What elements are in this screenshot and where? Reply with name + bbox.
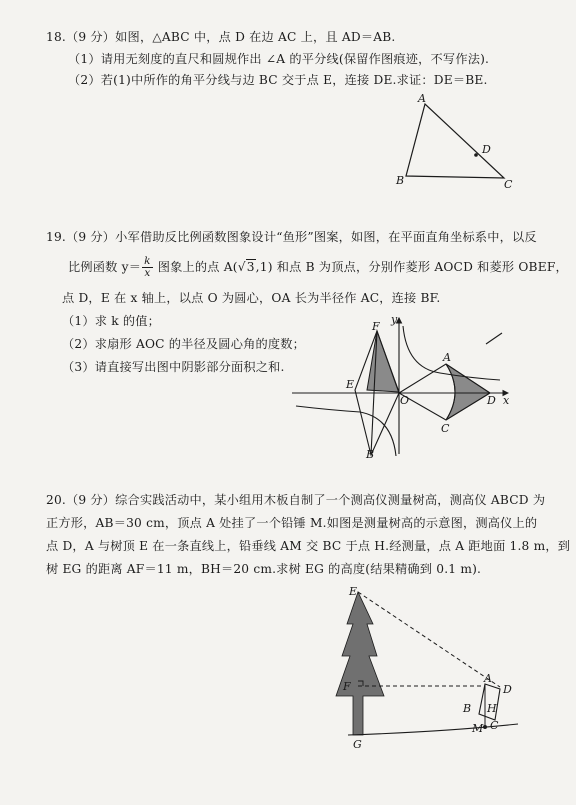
label-e: E bbox=[349, 585, 358, 598]
q20-line-3: 点 D，A 与树顶 E 在一条直线上，铅垂线 AM 交 BC 于点 H.经测量，点 A 距地面 1.8 m，到 bbox=[46, 539, 571, 553]
label-y: y bbox=[391, 313, 398, 326]
label-b: B bbox=[396, 174, 405, 187]
label-a: A bbox=[418, 92, 426, 105]
label-x: x bbox=[503, 394, 510, 407]
q20-line-1: 20.（9 分）综合实践活动中，某小组用木板自制了一个测高仪测量树高，测高仪 ABCD 为 bbox=[46, 493, 546, 507]
q19-line-2-post: ,1) 和点 B 为顶点，分别作菱形 AOCD 和菱形 OBEF， bbox=[255, 260, 568, 274]
label-c: C bbox=[490, 719, 499, 732]
label-a: A bbox=[484, 672, 492, 685]
q19-line-1: 19.（9 分）小军借助反比例函数图象设计“鱼形”图案，如图，在平面直角坐标系中，以反 bbox=[46, 230, 537, 244]
label-a: A bbox=[443, 351, 451, 364]
q19-sub-3: （3）请直接写出图中阴影部分面积之和. bbox=[62, 360, 285, 374]
q18-line-2: （1）请用无刻度的直尺和圆规作出 ∠A 的平分线(保留作图痕迹，不写作法). bbox=[68, 52, 490, 66]
sqrt-symbol: √ bbox=[237, 260, 246, 274]
label-m: M bbox=[472, 722, 484, 735]
label-f: F bbox=[372, 320, 380, 333]
tree-icon bbox=[336, 592, 384, 735]
q20-line-2: 正方形，AB＝30 cm，顶点 A 处挂了一个铅锤 M.如图是测量树高的示意图，测高仪上的 bbox=[46, 516, 538, 530]
label-c: C bbox=[441, 422, 450, 435]
label-d: D bbox=[503, 683, 512, 696]
label-c: C bbox=[504, 178, 513, 191]
q18-line-1: 18.（9 分）如图，△ABC 中，点 D 在边 AC 上，且 AD＝AB. bbox=[46, 30, 396, 44]
q19-sub-1: （1）求 k 的值； bbox=[62, 314, 161, 328]
q18-line-3: （2）若(1)中所作的角平分线与边 BC 交于点 E，连接 DE.求证：DE＝BE. bbox=[68, 73, 488, 87]
sight-line-ed bbox=[358, 592, 500, 687]
label-f: F bbox=[343, 680, 351, 693]
label-d: D bbox=[487, 394, 496, 407]
label-b: B bbox=[366, 448, 375, 461]
q19-line-2-pre: 比例函数 y＝ bbox=[68, 260, 142, 274]
label-o: O bbox=[400, 394, 410, 407]
label-g: G bbox=[353, 738, 362, 751]
fraction-denominator: x bbox=[144, 267, 151, 279]
label-d: D bbox=[482, 143, 491, 156]
q19-sub-2: （2）求扇形 AOC 的半径及圆心角的度数； bbox=[62, 337, 306, 351]
fraction-numerator: k bbox=[144, 255, 151, 267]
plumb-weight bbox=[483, 725, 487, 729]
q19-line-3: 点 D，E 在 x 轴上，以点 O 为圆心，OA 长为半径作 AC，连接 BF. bbox=[62, 291, 441, 305]
label-h: H bbox=[487, 702, 497, 715]
q19-line-2-mid: 图象上的点 A( bbox=[153, 260, 238, 274]
label-e: E bbox=[346, 378, 355, 391]
sqrt-argument: 3 bbox=[246, 260, 255, 274]
label-b: B bbox=[463, 702, 472, 715]
q20-line-4: 树 EG 的距离 AF＝11 m，BH＝20 cm.求树 EG 的高度(结果精确到 0.1 m). bbox=[46, 562, 482, 576]
